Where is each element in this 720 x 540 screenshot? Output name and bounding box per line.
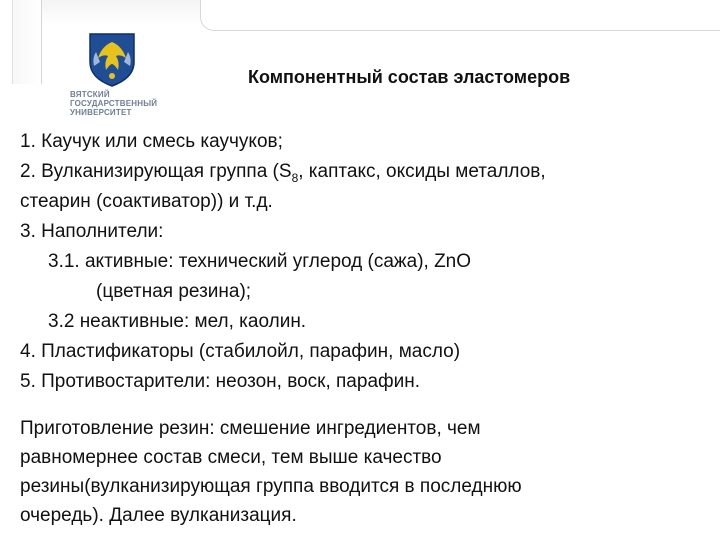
- list-item: 4. Пластификаторы (стабилойл, парафин, масло): [20, 341, 461, 362]
- list-item-text: 2. Вулканизирующая группа (S: [20, 161, 292, 182]
- university-name-line: ВЯТСКИЙ: [70, 90, 110, 99]
- frame-left-bar: [12, 0, 42, 84]
- slide-title: Компонентный состав эластомеров: [248, 67, 571, 87]
- paragraph-line: Приготовление резин: смешение ингредиентов, чем: [20, 418, 481, 439]
- list-item-continuation: стеарин (соактиватор)) и т.д.: [20, 191, 273, 212]
- list-item: [20, 157, 710, 187]
- list-item: 3. Наполнители:: [20, 221, 164, 242]
- list-item: 5. Противостарители: неозон, воск, парафин.: [20, 371, 421, 392]
- sub-list-item-continuation: (цветная резина);: [96, 281, 252, 302]
- subscript: 8: [291, 170, 299, 185]
- sub-list-item: 3.2 неактивные: мел, каолин.: [48, 311, 307, 332]
- list-item: 1. Каучук или смесь каучуков;: [20, 131, 283, 152]
- preparation-paragraph: [20, 414, 710, 530]
- paragraph-line: очередь). Далее вулканизация.: [20, 505, 297, 526]
- sub-list-item: 3.1. активные: технический углерод (сажа), ZnO: [48, 251, 472, 272]
- university-name: [70, 90, 160, 117]
- frame-top-bar: [200, 0, 720, 31]
- list-item-text: , каптакс, оксиды металлов,: [298, 161, 546, 182]
- university-name-line: ГОСУДАРСТВЕННЫЙ: [70, 99, 158, 108]
- paragraph-line: равномернее состав смеси, тем выше качество: [20, 447, 442, 468]
- university-emblem-icon: [82, 32, 142, 88]
- component-list: [20, 127, 710, 397]
- university-name-line: УНИВЕРСИТЕТ: [70, 108, 132, 117]
- paragraph-line: резины(вулканизирующая группа вводится в последнюю: [20, 476, 522, 497]
